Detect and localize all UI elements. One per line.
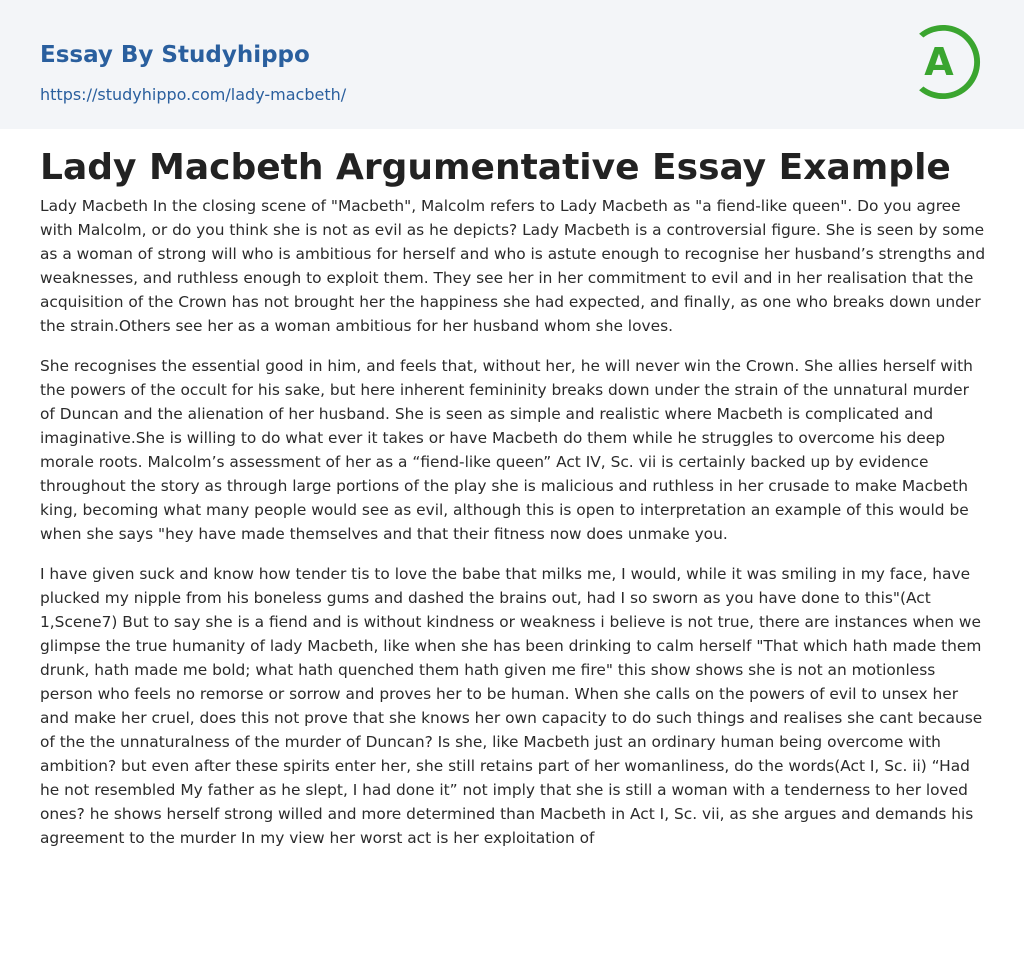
article-paragraph: I have given suck and know how tender tis to love the babe that milks me, I would, while it was smiling in my face, have plucked my nipple from his boneless gums and dashed the brains out, had I so sworn as you have done to this"(Act 1,Scene7) But to say she is a fiend and is without kindness or weakness i believe is not true, there are instances when we glimpse the true humanity of lady Macbeth, like when she has been drinking to calm herself "That which hath made them drunk, hath made me bold; what hath quenched them hath given me fire" this show shows she is not an motionless person who feels no remorse or sorrow and proves her to be human. When she calls on the powers of evil to unsex her and make her cruel, does this not prove that she knows her own capacity to do such things and realises she cant because of the the unnaturalness of the murder of Duncan? Is she, like Macbeth just an ordinary human being overcome with ambition? but even after these spirits enter her, she still retains part of her womanliness, do the words(Act I, Sc. ii) “Had he not resembled My father as he slept, I had done it” not imply that she is still a woman with a tenderness to her loved ones? he shows herself strong willed and more determined than Macbeth in Act I, Sc. vii, as she argues and demands his agreement to the murder In my view her worst act is her exploitation of [40,565,983,847]
logo-letter: A [924,40,954,84]
site-brand[interactable]: Essay By Studyhippo [40,42,310,68]
article-paragraph: Lady Macbeth In the closing scene of "Macbeth", Malcolm refers to Lady Macbeth as "a fiend-like queen". Do you agree with Malcolm, or do you think she is not as evil as he depicts? Lady Macbeth is a controversial figure. She is seen by some as a woman of strong will who is ambitious for herself and who is astute enough to recognise her husband’s strengths and weaknesses, and ruthless enough to exploit them. They see her in her commitment to evil and in her realisation that the acquisition of the Crown has not brought her the happiness she had expected, and finally, as one who breaks down under the strain.Others see her as a woman ambitious for her husband whom she loves. [40,197,986,335]
article-title: Lady Macbeth Argumentative Essay Example [40,147,951,188]
article-paragraph: She recognises the essential good in him, and feels that, without her, he will never win the Crown. She allies herself with the powers of the occult for his sake, but here inherent femininity breaks down under the strain of the unnatural murder of Duncan and the alienation of her husband. She is seen as simple and realistic where Macbeth is complicated and imaginative.She is willing to do what ever it takes or have Macbeth do them while he struggles to overcome his deep morale roots. Malcolm’s assessment of her as a “fiend-like queen” Act IV, Sc. vii is certainly backed up by evidence throughout the story as through large portions of the play she is malicious and ruthless in her crusade to make Macbeth king, becoming what many people would see as evil, although this is open to interpretation an example of this would be when she says "hey have made themselves and that their fitness now does unmake you. [40,357,973,543]
page-url-link[interactable]: https://studyhippo.com/lady-macbeth/ [40,85,347,104]
site-header [0,0,1024,129]
article-body [40,194,986,866]
a-grade-ring-icon[interactable] [913,19,987,105]
